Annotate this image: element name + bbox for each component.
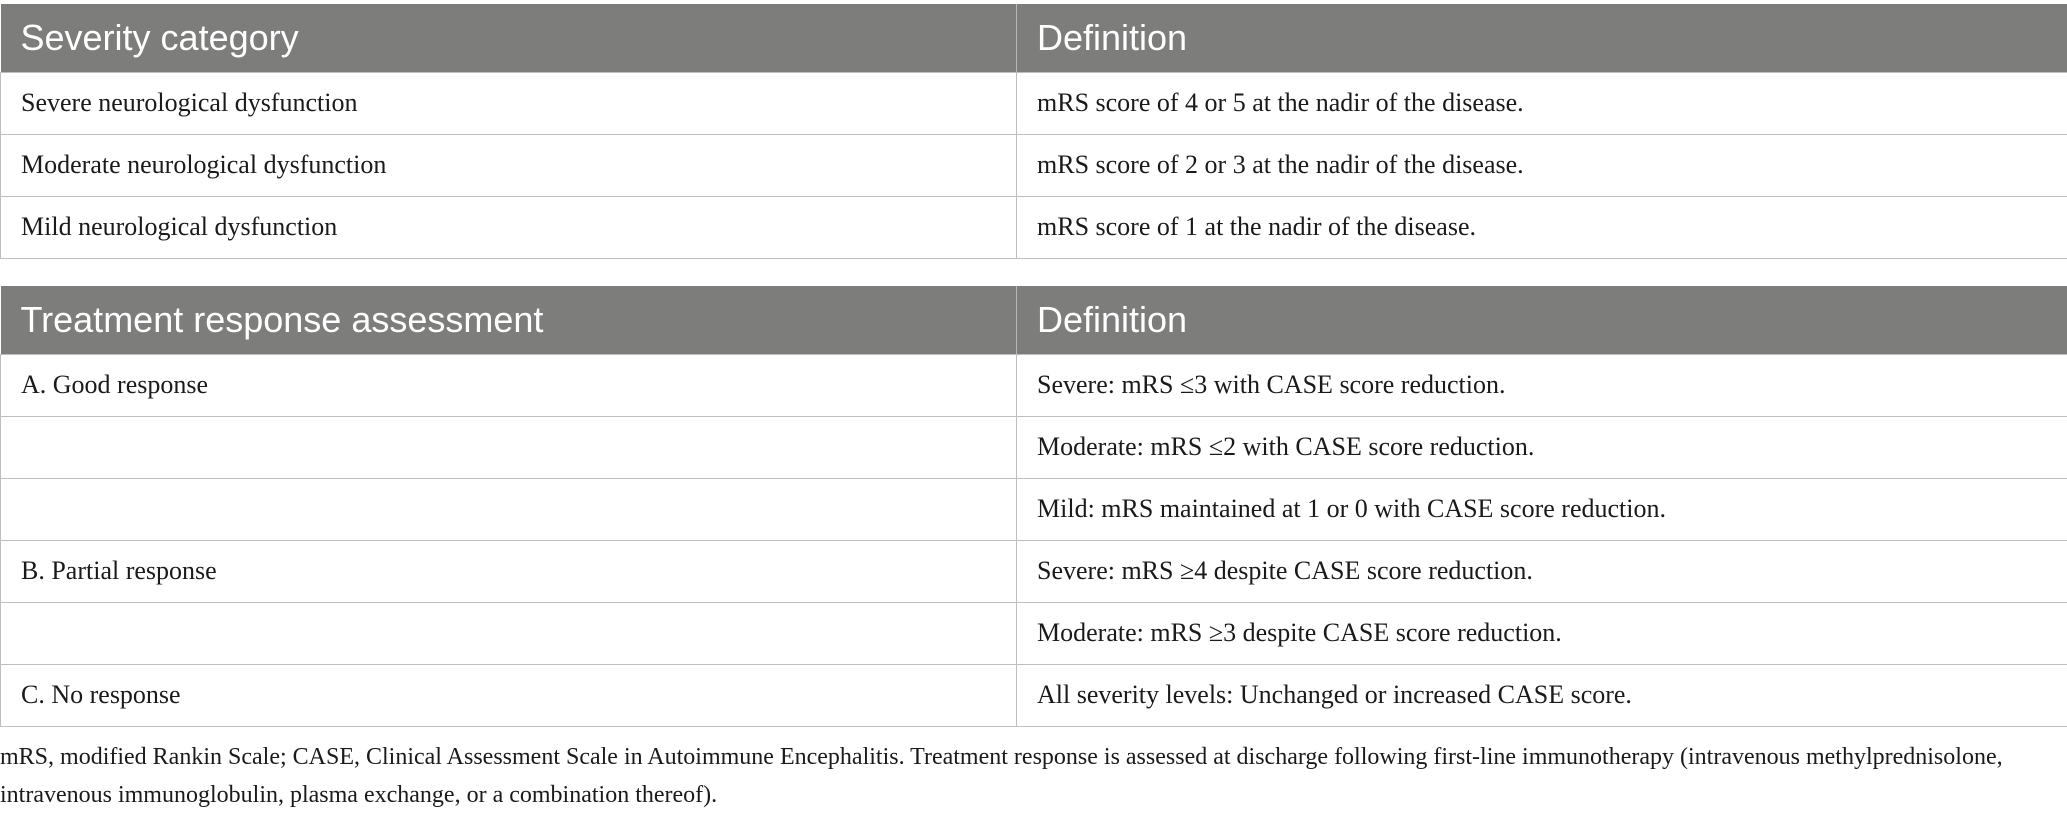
definition-cell: mRS score of 2 or 3 at the nadir of the disease. — [1017, 134, 2067, 196]
definition-cell: All severity levels: Unchanged or increased CASE score. — [1017, 664, 2067, 726]
response-cell: B. Partial response — [1, 540, 1017, 602]
definition-cell: Moderate: mRS ≤2 with CASE score reduction. — [1017, 416, 2067, 478]
column-header-definition: Definition — [1017, 286, 2067, 354]
definition-cell: Mild: mRS maintained at 1 or 0 with CASE score reduction. — [1017, 478, 2067, 540]
column-header-severity-category: Severity category — [1, 4, 1017, 72]
response-cell: A. Good response — [1, 354, 1017, 416]
category-cell: Moderate neurological dysfunction — [1, 134, 1017, 196]
table-row — [1, 540, 2067, 602]
table-row — [1, 72, 2067, 134]
table-row — [1, 134, 2067, 196]
table-footnote: mRS, modified Rankin Scale; CASE, Clinical Assessment Scale in Autoimmune Encephalitis. Treatment response is assessed at discharge following first-line immunotherapy (intravenous methylprednisolone, intravenous immunoglobulin, plasma exchange, or a combination thereof). — [0, 744, 2003, 808]
response-cell — [1, 416, 1017, 478]
treatment-response-table — [0, 286, 2067, 727]
definition-cell: Severe: mRS ≥4 despite CASE score reduction. — [1017, 540, 2067, 602]
column-header-definition: Definition — [1017, 4, 2067, 72]
table-header-row — [1, 4, 2067, 72]
definition-cell: Severe: mRS ≤3 with CASE score reduction. — [1017, 354, 2067, 416]
category-cell: Mild neurological dysfunction — [1, 196, 1017, 258]
table-row — [1, 416, 2067, 478]
table-row — [1, 196, 2067, 258]
column-header-treatment-response: Treatment response assessment — [1, 286, 1017, 354]
response-cell: C. No response — [1, 664, 1017, 726]
table-row — [1, 354, 2067, 416]
definition-cell: mRS score of 4 or 5 at the nadir of the disease. — [1017, 72, 2067, 134]
response-cell — [1, 478, 1017, 540]
table-header-row — [1, 286, 2067, 354]
table-row — [1, 602, 2067, 664]
severity-table — [0, 4, 2067, 259]
category-cell: Severe neurological dysfunction — [1, 72, 1017, 134]
definition-cell: Moderate: mRS ≥3 despite CASE score reduction. — [1017, 602, 2067, 664]
table-row — [1, 478, 2067, 540]
response-cell — [1, 602, 1017, 664]
table-row — [1, 664, 2067, 726]
definition-cell: mRS score of 1 at the nadir of the disease. — [1017, 196, 2067, 258]
